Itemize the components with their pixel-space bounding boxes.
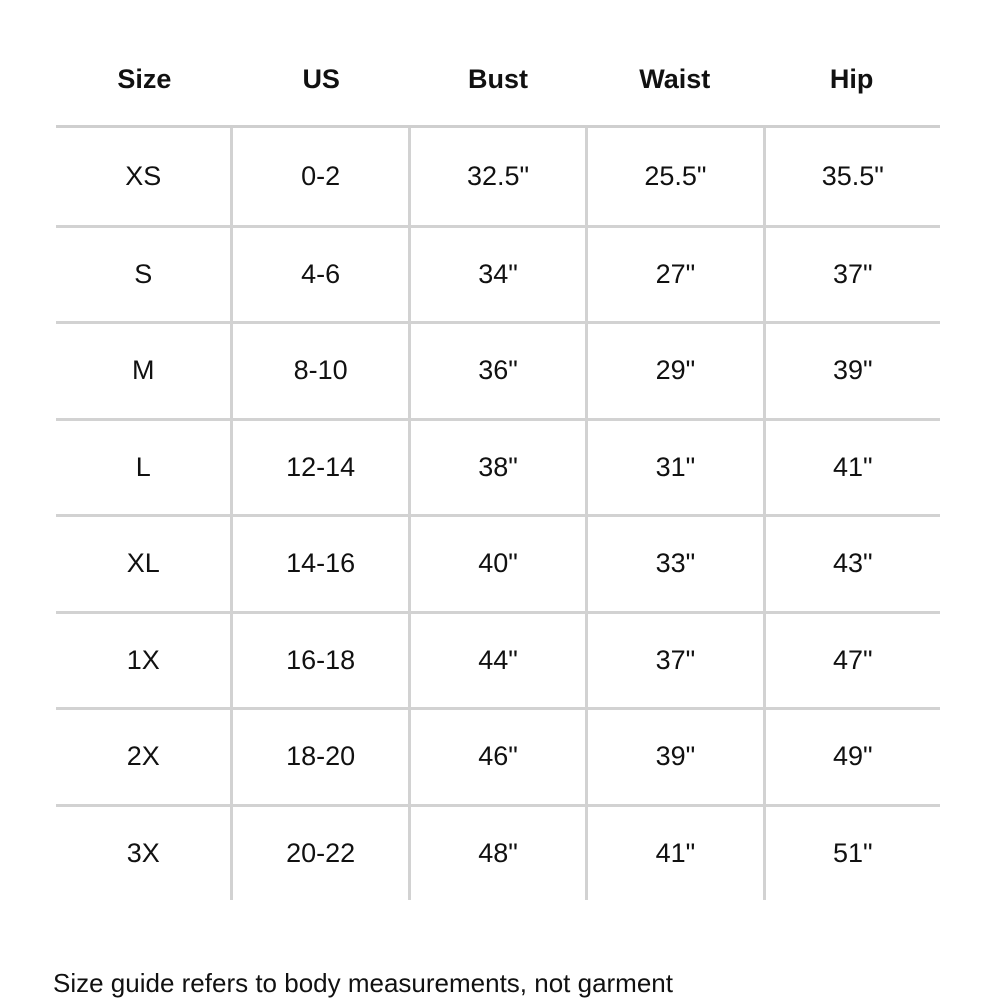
cell-us: 0-2 xyxy=(230,128,407,225)
cell-us: 8-10 xyxy=(230,324,407,418)
header-size: Size xyxy=(117,64,172,94)
cell-hip: 41" xyxy=(763,421,940,515)
cell-us: 16-18 xyxy=(230,614,407,708)
size-table-header xyxy=(56,40,940,118)
cell-waist: 39" xyxy=(585,710,762,804)
table-row xyxy=(56,225,940,322)
cell-size: M xyxy=(131,355,155,386)
cell-size: L xyxy=(135,451,151,482)
cell-bust: 34" xyxy=(408,228,585,322)
cell-hip: 35.5" xyxy=(763,128,940,225)
cell-size: 2X xyxy=(126,741,160,772)
header-hip: Hip xyxy=(829,64,874,94)
cell-hip: 43" xyxy=(763,517,940,611)
cell-bust: 46" xyxy=(408,710,585,804)
cell-size: XL xyxy=(126,548,160,579)
cell-waist: 27" xyxy=(585,228,762,322)
cell-bust: 38" xyxy=(408,421,585,515)
cell-bust: 48" xyxy=(408,807,585,901)
cell-size: 3X xyxy=(126,837,160,868)
cell-hip: 51" xyxy=(763,807,940,901)
table-row xyxy=(56,514,940,611)
table-row xyxy=(56,611,940,708)
cell-bust: 44" xyxy=(408,614,585,708)
table-row xyxy=(56,804,940,901)
cell-us: 20-22 xyxy=(230,807,407,901)
cell-waist: 25.5" xyxy=(585,128,762,225)
cell-waist: 37" xyxy=(585,614,762,708)
cell-waist: 33" xyxy=(585,517,762,611)
cell-waist: 41" xyxy=(585,807,762,901)
cell-bust: 32.5" xyxy=(408,128,585,225)
cell-bust: 40" xyxy=(408,517,585,611)
cell-waist: 31" xyxy=(585,421,762,515)
cell-us: 14-16 xyxy=(230,517,407,611)
table-row xyxy=(56,418,940,515)
cell-bust: 36" xyxy=(408,324,585,418)
header-waist: Waist xyxy=(639,64,711,94)
table-row xyxy=(56,707,940,804)
size-table-body xyxy=(56,128,940,900)
cell-us: 18-20 xyxy=(230,710,407,804)
cell-hip: 47" xyxy=(763,614,940,708)
table-row xyxy=(56,128,940,225)
cell-hip: 39" xyxy=(763,324,940,418)
cell-hip: 49" xyxy=(763,710,940,804)
cell-waist: 29" xyxy=(585,324,762,418)
header-us: US xyxy=(302,64,340,94)
header-bust: Bust xyxy=(467,64,528,94)
cell-size: S xyxy=(134,258,153,289)
table-row xyxy=(56,321,940,418)
cell-us: 4-6 xyxy=(230,228,407,322)
cell-us: 12-14 xyxy=(230,421,407,515)
size-guide-footnote: Size guide refers to body measurements, not garment xyxy=(53,968,673,998)
cell-hip: 37" xyxy=(763,228,940,322)
cell-size: XS xyxy=(125,160,162,191)
cell-size: 1X xyxy=(126,644,160,675)
